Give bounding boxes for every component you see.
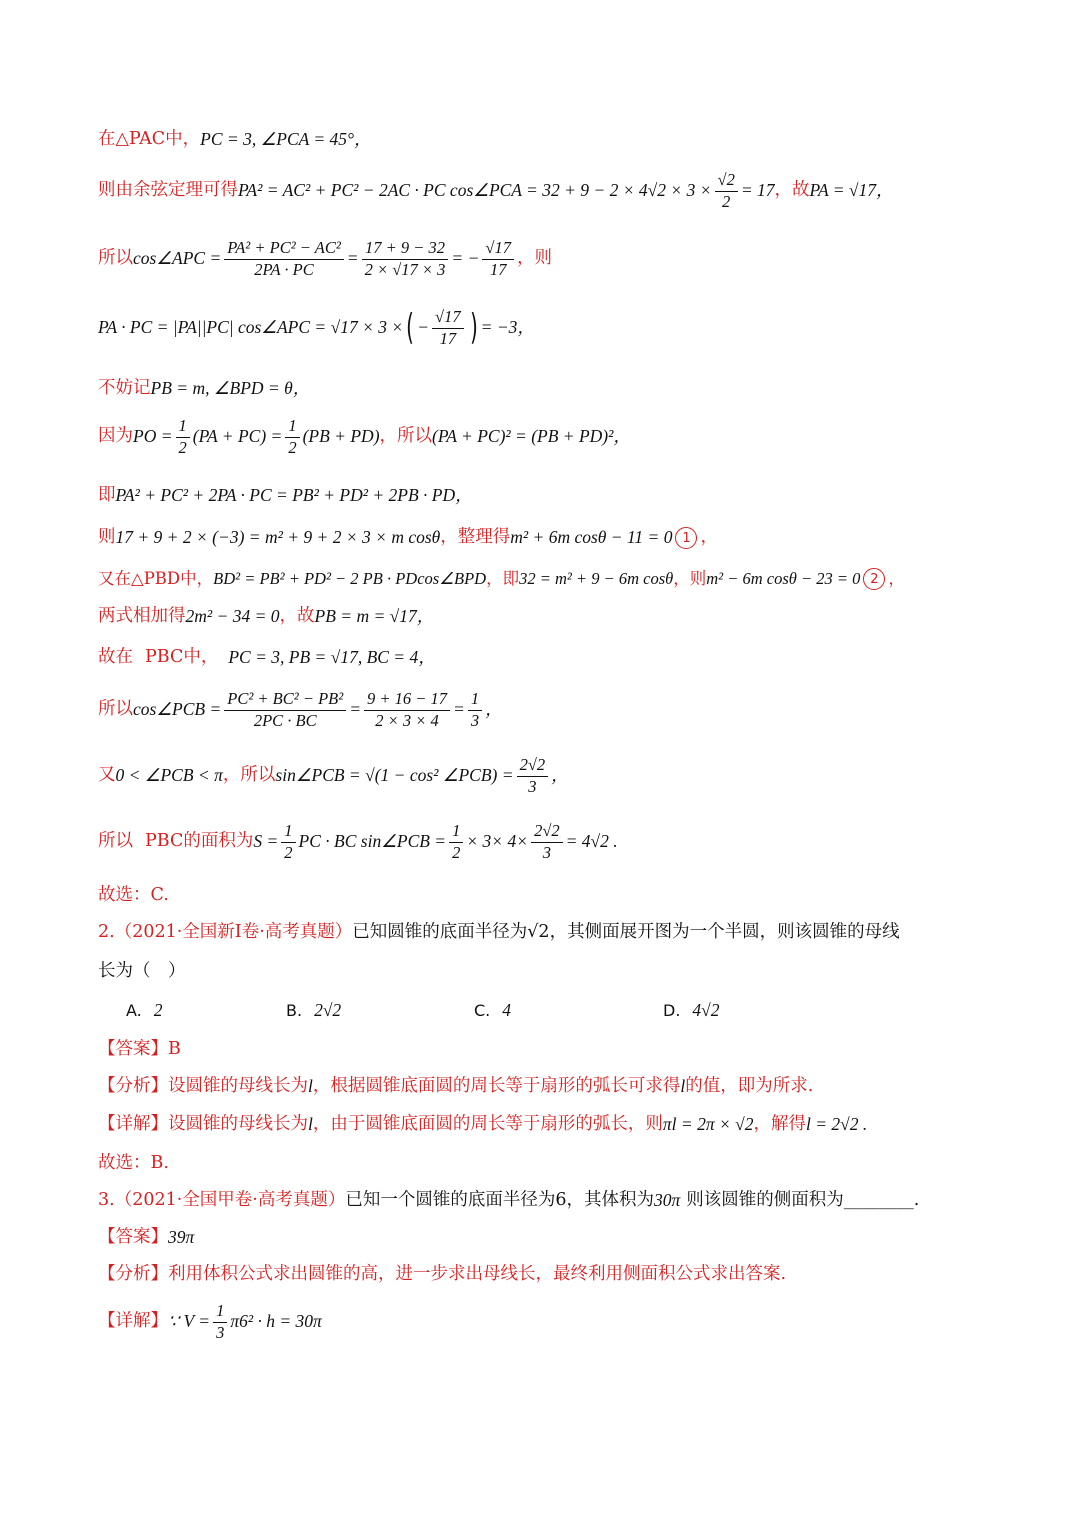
solution-line-7: 即 PA² + PC² + 2PA · PC = PB² + PD² + 2PB · PD， xyxy=(98,485,473,505)
fraction: $\frac{1}{2}$ xyxy=(281,823,295,861)
question-2-analysis: 【分析】 设圆锥的母线长为 l ，根据圆锥底面圆的周长等于扇形的弧长可求得 l 的值，即为所求. xyxy=(98,1076,814,1096)
solution-line-12: 所以 cos∠PCB = $\frac{\text{PC² + BC² − PB²}}{2PC \cdot BC}$ = $\frac{9 + 16 - 17}{2 \times 3 \times 4}$ = $\frac{1}{3}$ ， xyxy=(98,689,503,730)
solution-line-13: 又 0 < ∠PCB < π ，所以 sin∠PCB = √(1 − cos² ∠PCB) = $\frac{2√2}{3}$ ， xyxy=(98,755,569,796)
question-3-stem: 3.（2021·全国甲卷·高考真题） 已知一个圆锥的底面半径为6，其体积为 30π 则该圆锥的侧面积为________. xyxy=(98,1190,920,1210)
fraction: $\frac{1}{2}$ xyxy=(285,418,299,456)
question-2-answer: 【答案】 B xyxy=(98,1039,181,1059)
solution-line-6: 因为 PO = $\frac{1}{2}$ (PA + PC) = $\frac{1}{2}$ (PB + PD) ，所以 (PA + PC)² = (PB + PD)²， xyxy=(98,416,631,457)
equation-marker-1: 1 xyxy=(675,527,697,549)
equation-marker-2: 2 xyxy=(863,568,885,590)
solution-line-2: 则由余弦定理可得 PA² = AC² + PC² − 2AC · PC cos∠PCA = 32 + 9 − 2 × 4√2 × 3 × $\frac{√2}{2}$ = 17 ，故 PA = √17， xyxy=(98,170,894,211)
option-c[interactable]: C. 4 xyxy=(474,1000,512,1020)
solution-line-3: 所以 cos∠APC = $\frac{\text{PA² + PC² − AC²}}{2PA \cdot PC}$ = $\frac{17 + 9 - 32}{2 \times √17 \times 3}$ = − $\frac{√17}{17}$ ，则 xyxy=(98,238,552,279)
fraction: $\frac{1}{2}$ xyxy=(449,823,463,861)
fraction: $\frac{17 + 9 - 32}{2 \times √17 \times 3}$ xyxy=(362,240,449,278)
fraction: $\frac{√2}{2}$ xyxy=(715,172,738,210)
question-2-stem-continued: 长为（ ） xyxy=(98,961,186,981)
fraction: $\frac{1}{3}$ xyxy=(213,1303,227,1341)
solution-line-10: 两式相加得 2m² − 34 = 0 ，故 PB = m = √17， xyxy=(98,606,435,626)
solution-line-14: 所以 PBC的面积为 S = $\frac{1}{2}$ PC · BC sin∠PCB = $\frac{1}{2}$ × 3× 4× $\frac{2√2}{3}$ = 4√2 . xyxy=(98,821,618,862)
fraction: $\frac{1}{3}$ xyxy=(468,691,482,729)
fraction: $\frac{\text{PC² + BC² − PB²}}{2PC \cdot BC}$ xyxy=(224,691,346,729)
solution-line-1: 在△PAC中， PC = 3, ∠PCA = 45°， xyxy=(98,129,372,149)
fraction: $\frac{√17}{17}$ xyxy=(482,240,514,278)
solution-line-9: 又在△PBD中， BD² = PB² + PD² − 2 PB · PDcos∠BPD ，即 32 = m² + 9 − 6m cosθ ，则 m² − 6m cosθ − 23 = 0 2 ， xyxy=(98,568,905,590)
question-2-number: 2.（2021·全国新Ⅰ卷·高考真题） xyxy=(98,922,353,942)
fraction: $\frac{1}{2}$ xyxy=(176,418,190,456)
fraction: $\frac{\text{PA² + PC² − AC²}}{2PA \cdot PC}$ xyxy=(224,240,344,278)
option-b[interactable]: B. 2√2 xyxy=(286,1000,342,1020)
question-3-number: 3.（2021·全国甲卷·高考真题） xyxy=(98,1190,346,1210)
fraction: $\frac{2√2}{3}$ xyxy=(531,823,563,861)
question-2-choice: 故选：B. xyxy=(98,1153,169,1173)
option-d[interactable]: D. 4√2 xyxy=(663,1000,720,1020)
option-a[interactable]: A. 2 xyxy=(126,1000,163,1020)
question-3-answer: 【答案】 39π xyxy=(98,1227,195,1247)
solution-line-4: PA · PC = |PA||PC| cos∠APC = √17 × 3 × ( − $\frac{√17}{17}$ ) = −3， xyxy=(98,307,535,348)
fraction: $\frac{√17}{17}$ xyxy=(432,309,464,347)
solution-line-11: 故在 PBC中， PC = 3, PB = √17, BC = 4， xyxy=(98,647,436,667)
question-3-analysis: 【分析】 利用体积公式求出圆锥的高，进一步求出母线长，最终利用侧面积公式求出答案. xyxy=(98,1264,787,1284)
question-2-options xyxy=(0,1002,1080,1024)
question-3-detail: 【详解】 ∵ V = $\frac{1}{3}$ π6² · h = 30π xyxy=(98,1301,322,1342)
question-2-detail: 【详解】 设圆锥的母线长为 l ，由于圆锥底面圆的周长等于扇形的弧长，则 πl = 2π × √2 ，解得 l = 2√2 . xyxy=(98,1114,868,1134)
solution-line-5: 不妨记 PB = m, ∠BPD = θ， xyxy=(98,378,311,398)
fraction: $\frac{2√2}{3}$ xyxy=(517,757,549,795)
question-2-stem: 2.（2021·全国新Ⅰ卷·高考真题） 已知圆锥的底面半径为√2，其侧面展开图为一个半圆，则该圆锥的母线 xyxy=(98,922,900,942)
fraction: $\frac{9 + 16 - 17}{2 \times 3 \times 4}$ xyxy=(364,691,450,729)
solution-line-8: 则 17 + 9 + 2 × (−3) = m² + 9 + 2 × 3 × m cosθ ，整理得 m² + 6m cosθ − 11 = 0 1 ， xyxy=(98,527,718,548)
choice-line: 故选：C. xyxy=(98,885,169,905)
